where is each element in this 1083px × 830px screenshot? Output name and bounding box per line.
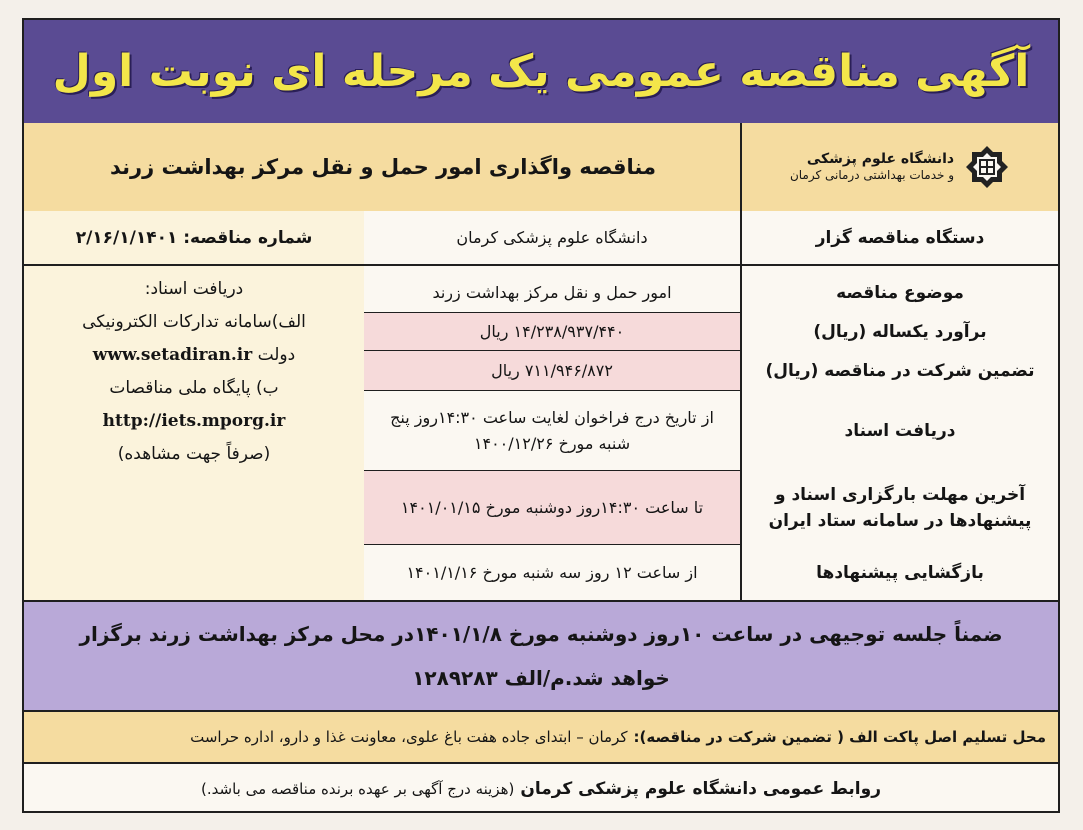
tender-ad-frame: [22, 18, 1060, 813]
iets-link[interactable]: http://iets.mporg.ir: [102, 411, 286, 431]
subtitle-band: [24, 123, 1058, 213]
footer-band: [24, 764, 1058, 813]
value-column: [362, 211, 740, 600]
tender-number: شماره مناقصه: ۲/۱۶/۱/۱۴۰۱: [24, 211, 364, 266]
row-value: از ساعت ۱۲ روز سه شنبه مورخ ۱۴۰۱/۱/۱۶: [364, 545, 740, 600]
ad-title: آگهی مناقصه عمومی یک مرحله ای نوبت اول: [52, 46, 1030, 97]
row-value: ۱۴/۲۳۸/۹۳۷/۴۴۰ ریال: [364, 313, 740, 351]
documents-prefix: دولت: [257, 345, 296, 365]
row-label: آخرین مهلت بارگزاری اسناد و پیشنهادها در سامانه ستاد ایران: [768, 485, 1032, 531]
logo-line-2: و خدمات بهداشتی درمانی کرمان: [789, 168, 955, 182]
meeting-line-2: خواهد شد.م/الف ۱۲۸۹۲۸۳: [412, 666, 670, 690]
logo-text: [790, 151, 954, 183]
row-label: دستگاه مناقصه گزار: [742, 211, 1058, 266]
setadiran-link[interactable]: www.setadiran.ir: [92, 345, 253, 365]
documents-line-a2: [24, 339, 364, 372]
footer-bold: روابط عمومی دانشگاه علوم پزشکی کرمان: [520, 778, 881, 799]
documents-note: (صرفاً جهت مشاهده): [117, 444, 271, 464]
row-value: از تاریخ درج فراخوان لغایت ساعت ۱۴:۳۰روز پنج شنبه مورخ ۱۴۰۰/۱۲/۲۶: [364, 391, 740, 471]
row-label: تضمین شرکت در مناقصه (ریال): [765, 361, 1035, 381]
documents-info: [24, 273, 364, 471]
delivery-label: محل تسلیم اصل پاکت الف ( تضمین شرکت در مناقصه):: [633, 728, 1046, 746]
documents-heading: دریافت اسناد:: [144, 279, 244, 299]
details-grid: [24, 211, 1058, 600]
row-label: برآورد یکساله (ریال): [813, 322, 987, 342]
row-label: دریافت اسناد: [844, 421, 956, 441]
row-label: بازگشایی پیشنهادها: [816, 562, 984, 583]
row-value: تا ساعت ۱۴:۳۰روز دوشنبه مورخ ۱۴۰۱/۰۱/۱۵: [364, 471, 740, 545]
delivery-text: کرمان – ابتدای جاده هفت باغ علوی، معاونت غذا و دارو، اداره حراست: [190, 728, 628, 746]
logo-line-1: دانشگاه علوم پزشکی: [806, 151, 955, 167]
row-value: امور حمل و نقل مرکز بهداشت زرند: [364, 273, 740, 313]
row-label: موضوع مناقصه: [836, 283, 964, 303]
documents-column: [24, 211, 364, 600]
ad-subtitle: مناقصه واگذاری امور حمل و نقل مرکز بهداشت زرند: [110, 155, 656, 179]
university-emblem-icon: [964, 144, 1010, 190]
documents-line-b: ب) پایگاه ملی مناقصات: [109, 378, 279, 398]
label-column: [740, 211, 1058, 600]
meeting-line-1: ضمناً جلسه توجیهی در ساعت ۱۰روز دوشنبه مورخ ۱۴۰۱/۱/۸در محل مرکز بهداشت زرند برگزار: [79, 622, 1003, 646]
documents-line-a: الف)سامانه تدارکات الکترونیکی: [82, 312, 306, 332]
delivery-band: [24, 712, 1058, 764]
row-value: ۷۱۱/۹۴۶/۸۷۲ ریال: [364, 351, 740, 391]
footer-text: (هزینه درج آگهی بر عهده برنده مناقصه می باشد.): [201, 779, 515, 798]
title-band: [24, 20, 1058, 125]
meeting-band: [24, 600, 1058, 712]
logo-cell: [740, 123, 1058, 211]
row-value: دانشگاه علوم پزشکی کرمان: [364, 211, 740, 266]
